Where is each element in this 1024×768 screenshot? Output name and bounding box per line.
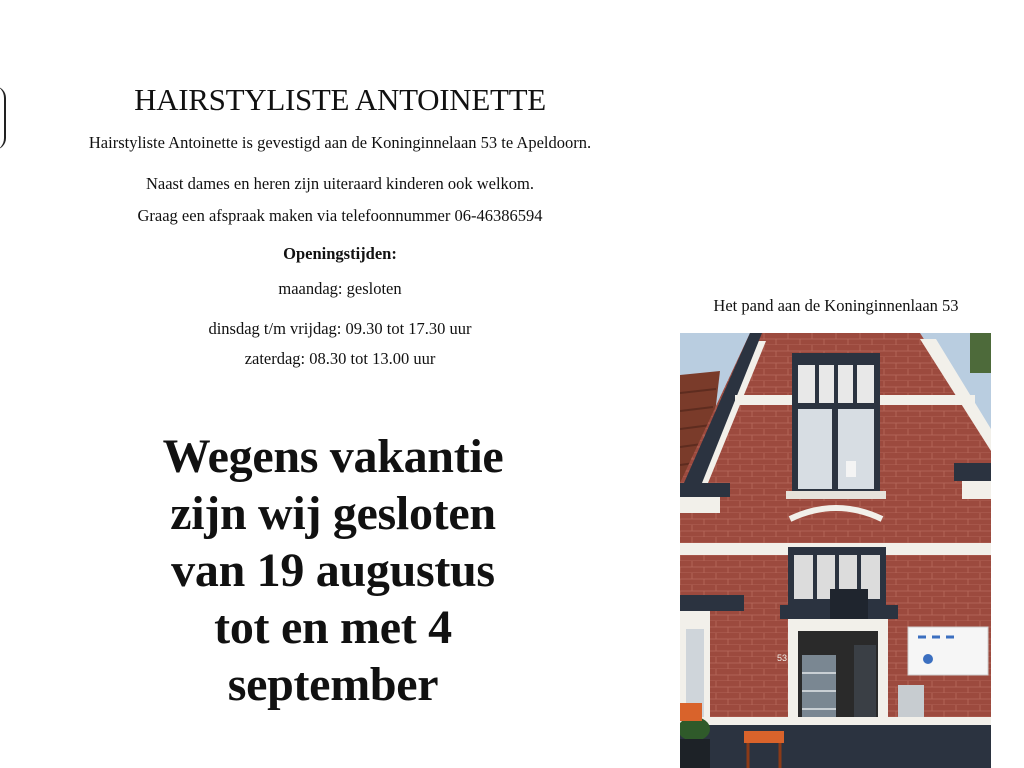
hours-saturday: zaterdag: 08.30 tot 13.00 uur (244, 349, 436, 368)
vacation-notice-line: zijn wij gesloten (170, 487, 496, 540)
welcome-text: Naast dames en heren zijn uiteraard kinderen ook welkom. (145, 174, 535, 193)
storefront-photo (680, 333, 991, 768)
hours-monday: maandag: gesloten (278, 279, 402, 298)
page-title: HAIRSTYLISTE ANTOINETTE (134, 82, 546, 117)
appointment-phone-text: Graag een afspraak maken via telefoonnummer 06-46386594 (137, 206, 543, 225)
hours-tuesday-friday: dinsdag t/m vrijdag: 09.30 tot 17.30 uur (208, 319, 472, 338)
vacation-notice-line: september (227, 658, 439, 711)
house-number-plate: 53 (777, 653, 788, 663)
vacation-notice (143, 428, 523, 713)
vacation-notice-line: tot en met 4 (214, 601, 452, 654)
vacation-notice-line: van 19 augustus (171, 544, 495, 597)
photo-caption: Het pand aan de Koninginnenlaan 53 (713, 296, 959, 315)
vacation-notice-line: Wegens vakantie (162, 430, 504, 483)
opening-hours-heading: Openingstijden: (283, 244, 397, 263)
intro-text: Hairstyliste Antoinette is gevestigd aan de Koninginnelaan 53 te Apeldoorn. (88, 133, 592, 152)
